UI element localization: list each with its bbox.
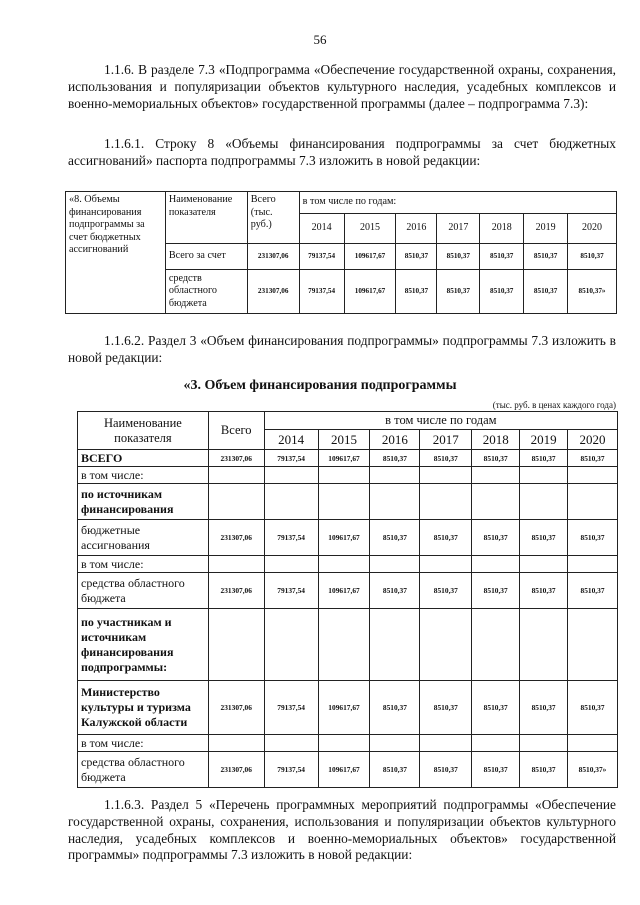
table2-cell: 8510,37 [420, 681, 472, 735]
table2-cell [568, 556, 618, 573]
table2-cell: 8510,37 [370, 752, 420, 788]
table2-cell [520, 467, 568, 484]
table2-cell: 109617,67 [318, 573, 370, 609]
paragraph-1-1-6 [68, 62, 616, 112]
table2-cell: 8510,37 [472, 752, 520, 788]
table2-cell [264, 735, 318, 752]
table2-cell: 8510,37 [520, 752, 568, 788]
paragraph-1-1-6-3-text: 1.1.6.3. Раздел 5 «Перечень программных мероприятий подпрограммы «Обеспечение государственной охраны, сохранения, использования и популяризации объектов культурного наследия, усадебных комплексов и военно-мемориальных объектов» государственной программы» подпрограммы 7.3 изложить в новой редакции: [68, 797, 616, 863]
table1-row-total: 231307,06 [247, 270, 299, 314]
paragraph-1-1-6-1 [68, 136, 616, 170]
table2-row-total: 231307,06 [208, 752, 264, 788]
table1-cell: 8510,37 [437, 270, 480, 314]
paragraph-1-1-6-2-text: 1.1.6.2. Раздел 3 «Объем финансирования подпрограммы» подпрограммы 7.3 изложить в новой редакции: [68, 333, 616, 365]
table1-cell: 8510,37 [480, 244, 524, 270]
table2-header-years: в том числе по годам [264, 412, 617, 430]
table-row [78, 556, 618, 573]
table1-header-name: Наименование показателя [165, 192, 247, 244]
table2-cell [568, 484, 618, 520]
table2-cell [264, 484, 318, 520]
table2-year-2015: 2015 [318, 430, 370, 450]
table2-year-2019: 2019 [520, 430, 568, 450]
table2-row-name: в том числе: [78, 556, 209, 573]
table2-cell [472, 484, 520, 520]
table1-cell: 8510,37 [396, 270, 437, 314]
table2-cell: 109617,67 [318, 752, 370, 788]
table1-cell: 79137,54 [299, 270, 344, 314]
paragraph-1-1-6-3 [68, 797, 616, 864]
table1-row-total: 231307,06 [247, 244, 299, 270]
table1-year-2014: 2014 [299, 214, 344, 244]
table2-cell: 8510,37 [420, 573, 472, 609]
table2-cell: 79137,54 [264, 450, 318, 467]
table2-cell [370, 467, 420, 484]
table2-cell: 8510,37 [472, 450, 520, 467]
table1-year-2016: 2016 [396, 214, 437, 244]
table2-cell: 79137,54 [264, 520, 318, 556]
table1-cell: 8510,37 [480, 270, 524, 314]
table2-row-total: 231307,06 [208, 573, 264, 609]
table2-cell: 8510,37 [472, 520, 520, 556]
table2-cell [318, 735, 370, 752]
table2-cell: 8510,37 [568, 450, 618, 467]
table1-year-2018: 2018 [480, 214, 524, 244]
table2-year-2018: 2018 [472, 430, 520, 450]
table2-row-name: средства областного бюджета [78, 752, 209, 788]
table2-row-total [208, 467, 264, 484]
table2-cell [520, 609, 568, 681]
table2-cell [264, 556, 318, 573]
subprogram-funding-table [77, 411, 618, 788]
table1-cell: 79137,54 [299, 244, 344, 270]
table2-cell: 8510,37 [520, 450, 568, 467]
table2-row-total [208, 735, 264, 752]
table2-cell [370, 556, 420, 573]
table1-cell: 8510,37 [396, 244, 437, 270]
table2-header-name: Наименование показателя [78, 412, 209, 450]
table-row [78, 484, 618, 520]
table1-row-label: «8. Объемы финансирования подпрограммы за счет бюджетных ассигнований [66, 192, 166, 314]
passport-funding-table [65, 191, 617, 314]
table2-cell [420, 609, 472, 681]
table2-cell [318, 467, 370, 484]
paragraph-1-1-6-text: 1.1.6. В разделе 7.3 «Подпрограмма «Обеспечение государственной охраны, сохранения, использования и популяризации объектов культурного наследия, усадебных комплексов и военно-мемориальных объектов» государственной программы (далее – подпрограмма 7.3): [68, 62, 616, 111]
table2-row-name: бюджетные ассигнования [78, 520, 209, 556]
table2-cell [568, 735, 618, 752]
table2-unit: (тыс. руб. в ценах каждого года) [492, 400, 616, 410]
table2-cell [370, 484, 420, 520]
table2-cell [568, 609, 618, 681]
table2-cell: 79137,54 [264, 681, 318, 735]
table-row [78, 573, 618, 609]
table-row [78, 450, 618, 467]
table2-cell: 109617,67 [318, 450, 370, 467]
table2-cell [420, 556, 472, 573]
table1-row-name: средств областного бюджета [165, 270, 247, 314]
table2-year-2016: 2016 [370, 430, 420, 450]
table2-row-total: 231307,06 [208, 520, 264, 556]
table1-header-years: в том числе по годам: [299, 192, 616, 214]
table2-cell: 8510,37 [568, 520, 618, 556]
table2-cell [472, 735, 520, 752]
table2-cell [520, 556, 568, 573]
table2-cell: 8510,37 [568, 573, 618, 609]
table2-cell [472, 609, 520, 681]
table2-row-total [208, 609, 264, 681]
table2-cell: 8510,37 [568, 681, 618, 735]
table1-year-2020: 2020 [568, 214, 617, 244]
table2-cell: 8510,37 [370, 681, 420, 735]
table2-cell: 8510,37 [370, 520, 420, 556]
table2-cell [420, 484, 472, 520]
table1-row-name: Всего за счет [165, 244, 247, 270]
table2-cell: 8510,37 [420, 450, 472, 467]
table-row [78, 752, 618, 788]
paragraph-1-1-6-2 [68, 333, 616, 367]
table2-cell: 8510,37 [520, 681, 568, 735]
table1-year-2017: 2017 [437, 214, 480, 244]
table2-row-name: ВСЕГО [78, 450, 209, 467]
table2-row-name: средства областного бюджета [78, 573, 209, 609]
table1-cell: 8510,37 [524, 270, 568, 314]
table-row [78, 681, 618, 735]
table2-cell [472, 556, 520, 573]
table2-row-total: 231307,06 [208, 681, 264, 735]
table1-cell: 8510,37» [568, 270, 617, 314]
table-row [78, 735, 618, 752]
table2-cell [370, 735, 420, 752]
table2-cell [318, 556, 370, 573]
table1-cell: 109617,67 [344, 270, 396, 314]
table-row [78, 467, 618, 484]
table2-row-name: по участникам и источникам финансирования подпрограммы: [78, 609, 209, 681]
table2-year-2017: 2017 [420, 430, 472, 450]
paragraph-1-1-6-1-text: 1.1.6.1. Строку 8 «Объемы финансирования подпрограммы за счет бюджетных ассигнований» паспорта подпрограммы 7.3 изложить в новой редакции: [68, 136, 616, 168]
table2-cell [318, 484, 370, 520]
table2-cell: 109617,67 [318, 520, 370, 556]
table2-title: «3. Объем финансирования подпрограммы [183, 378, 457, 393]
table2-cell [264, 467, 318, 484]
table2-cell: 8510,37 [520, 520, 568, 556]
table2-row-name: по источникам финансирования [78, 484, 209, 520]
table1-year-2015: 2015 [344, 214, 396, 244]
table1-header-total: Всего (тыс. руб.) [247, 192, 299, 244]
table2-cell: 8510,37 [472, 681, 520, 735]
page-number: 56 [313, 32, 327, 47]
table2-cell: 8510,37 [420, 752, 472, 788]
table1-cell: 8510,37 [568, 244, 617, 270]
table2-cell [472, 467, 520, 484]
table2-cell: 8510,37 [520, 573, 568, 609]
table2-cell: 79137,54 [264, 752, 318, 788]
table2-row-name: в том числе: [78, 735, 209, 752]
table2-cell [420, 467, 472, 484]
table2-cell: 109617,67 [318, 681, 370, 735]
table2-row-name: в том числе: [78, 467, 209, 484]
table2-cell [420, 735, 472, 752]
table2-row-total [208, 556, 264, 573]
table2-cell [264, 609, 318, 681]
table2-row-name: Министерство культуры и туризма Калужской области [78, 681, 209, 735]
table2-year-2020: 2020 [568, 430, 618, 450]
table1-cell: 8510,37 [437, 244, 480, 270]
table-row [78, 520, 618, 556]
table2-cell: 8510,37 [420, 520, 472, 556]
table2-cell: 8510,37 [370, 573, 420, 609]
table1-cell: 109617,67 [344, 244, 396, 270]
table2-cell [370, 609, 420, 681]
table1-year-2019: 2019 [524, 214, 568, 244]
table2-cell [318, 609, 370, 681]
table-row [78, 609, 618, 681]
table1-cell: 8510,37 [524, 244, 568, 270]
table2-row-total [208, 484, 264, 520]
table2-row-total: 231307,06 [208, 450, 264, 467]
table2-cell: 8510,37 [472, 573, 520, 609]
table2-cell: 79137,54 [264, 573, 318, 609]
table2-cell: 8510,37 [370, 450, 420, 467]
table2-year-2014: 2014 [264, 430, 318, 450]
table2-cell [520, 735, 568, 752]
table2-cell: 8510,37» [568, 752, 618, 788]
table2-cell [568, 467, 618, 484]
table2-cell [520, 484, 568, 520]
table2-header-total: Всего [208, 412, 264, 450]
